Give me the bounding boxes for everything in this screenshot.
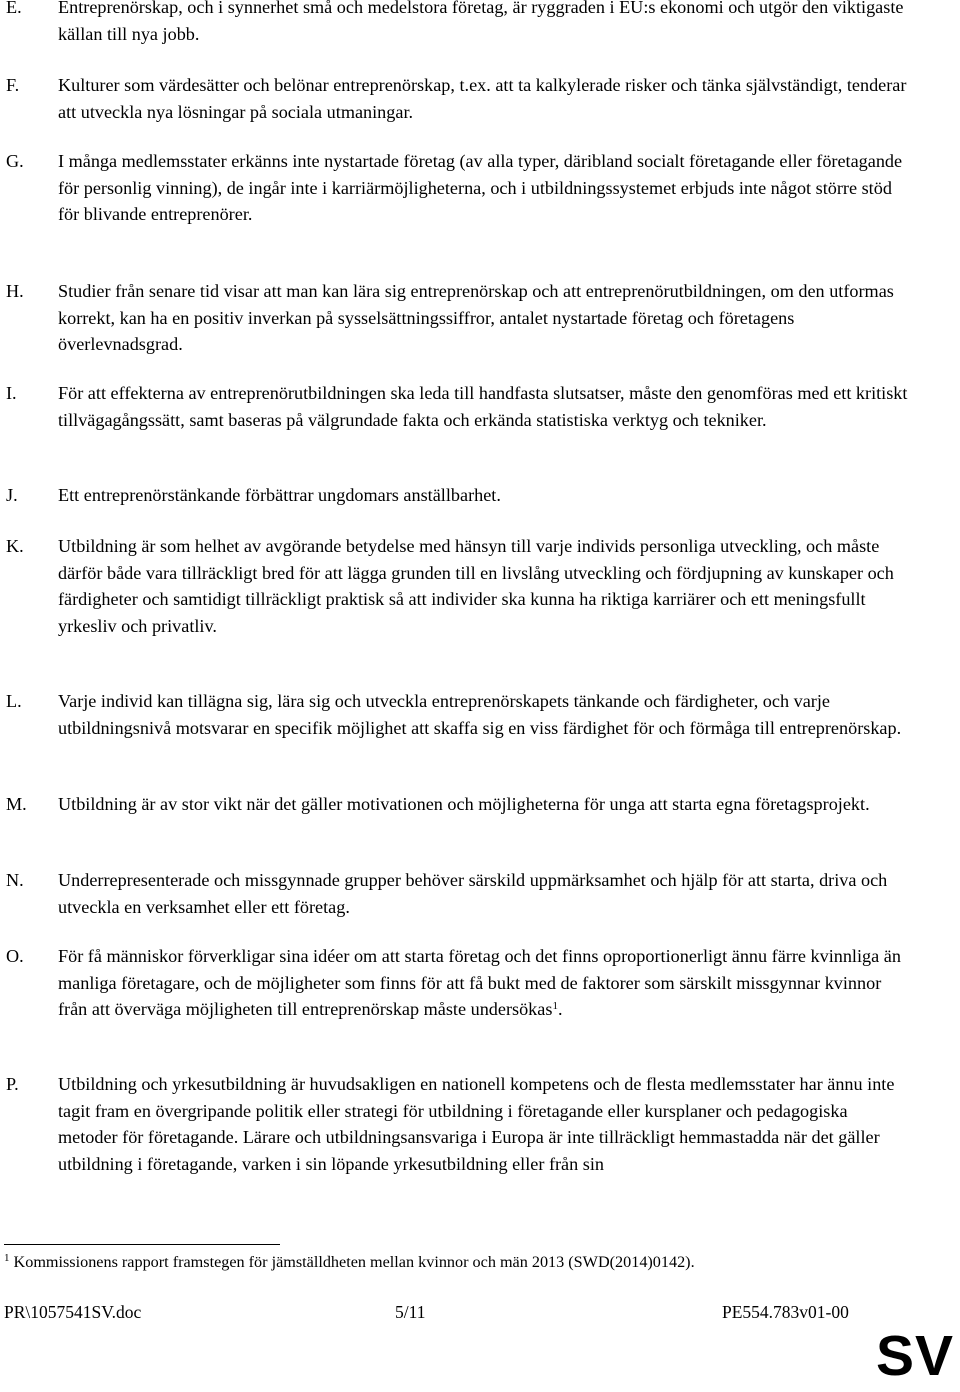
paragraph-m [6, 791, 908, 818]
paragraph-text-body: För få människor förverkligar sina idéer om att starta företag och det finns oproportionerligt ännu färre kvinnliga än manliga företagare, och de möjligheter som finns för att få bukt med de faktorer som särskilt missgynnar kvinnor från att överväga möjligheten till entreprenörskap måste undersökas [58, 946, 901, 1019]
paragraph-p [6, 1071, 908, 1177]
footnote-reference: 1 [552, 1000, 558, 1012]
paragraph-label: N. [6, 870, 24, 890]
paragraph-label: E. [6, 0, 22, 17]
paragraph-text: Utbildning är som helhet av avgörande betydelse med hänsyn till varje individs personliga utveckling, och måste därför både vara tillräckligt bred för att lägga grunden till en livslång utveckling och fördjupning av kunskaper och färdigheter och samtidigt tillräckligt praktisk så att individer ska kunna ha riktiga karriärer och ett meningsfullt yrkesliv och privatliv. [58, 536, 894, 636]
footer-page-number: 5/11 [395, 1302, 426, 1322]
paragraph-n [6, 867, 908, 920]
paragraph-label: O. [6, 946, 24, 966]
paragraph-k [6, 533, 908, 639]
paragraph-text: Underrepresenterade och missgynnade grupper behöver särskild uppmärksamhet och hjälp för att starta, driva och utveckla en verksamhet eller ett företag. [58, 870, 888, 917]
footnote-number: 1 [4, 1252, 10, 1264]
paragraph-label: L. [6, 691, 22, 711]
paragraph-text: Kulturer som värdesätter och belönar entreprenörskap, t.ex. att ta kalkylerade risker och tänka självständigt, tenderar att utveckla nya lösningar på sociala utmaningar. [58, 75, 907, 122]
paragraph-label: J. [6, 485, 18, 505]
paragraph-label: H. [6, 281, 24, 301]
paragraph-j [6, 482, 908, 509]
paragraph-e [6, 0, 908, 47]
paragraph-label: M. [6, 794, 27, 814]
paragraph-l [6, 688, 908, 741]
paragraph-text: Ett entreprenörstänkande förbättrar ungdomars anställbarhet. [58, 485, 501, 505]
footer-doc-ref: PR\1057541SV.doc [4, 1302, 142, 1322]
paragraph-label: G. [6, 151, 24, 171]
paragraph-text: Varje individ kan tillägna sig, lära sig och utveckla entreprenörskapets tänkande och färdigheter, och varje utbildningsnivå motsvarar en specifik möjlighet att skaffa sig en viss färdighet för och förmåga till entreprenörskap. [58, 691, 902, 738]
footnote-divider [4, 1244, 280, 1245]
paragraph-label: F. [6, 75, 20, 95]
footer-pe-ref: PE554.783v01-00 [722, 1302, 849, 1322]
paragraph-text-tail: . [557, 999, 563, 1019]
paragraph-text: För att effekterna av entreprenörutbildningen ska leda till handfasta slutsatser, måste den genomföras med ett kritiskt tillvägagångssätt, samt baseras på välgrundade fakta och erkända statistiska verktyg och tekniker. [58, 383, 908, 430]
paragraph-text: Utbildning är av stor vikt när det gäller motivationen och möjligheterna för unga att starta egna företagsprojekt. [58, 794, 870, 814]
paragraph-o [6, 943, 908, 1023]
paragraph-i [6, 380, 908, 433]
paragraph-f [6, 72, 908, 125]
paragraph-text: Entreprenörskap, och i synnerhet små och medelstora företag, är ryggraden i EU:s ekonomi och utgör den viktigaste källan till nya jobb. [58, 0, 904, 44]
paragraph-g [6, 148, 908, 228]
paragraph-label: I. [6, 383, 17, 403]
paragraph-label: K. [6, 536, 24, 556]
paragraph-text [58, 943, 908, 1023]
paragraph-label: P. [6, 1074, 19, 1094]
paragraph-text: Utbildning och yrkesutbildning är huvudsakligen en nationell kompetens och de flesta medlemsstater har ännu inte tagit fram en övergripande politik eller strategi för utbildning i företagande eller kursplaner och pedagogiska metoder för företagande. Lärare och utbildningsansvariga i Europa är inte tillräckligt hemmastadda när det gäller utbildning i företagande, varken i sin löpande yrkesutbildning eller från sin [58, 1074, 895, 1174]
language-badge: SV [875, 1324, 954, 1388]
paragraph-text: Studier från senare tid visar att man kan lära sig entreprenörskap och att entreprenörutbildningen, om den utformas korrekt, kan ha en positiv inverkan på sysselsättningssiffror, antalet nystartade företag och företagens överlevnadsgrad. [58, 281, 894, 354]
footnote [4, 1251, 904, 1273]
paragraph-text: I många medlemsstater erkänns inte nystartade företag (av alla typer, däribland socialt företagande eller företagande för personlig vinning), de ingår inte i karriärmöjligheterna, och i utbildningssystemet erbjuds inte något större stöd för blivande entreprenörer. [58, 151, 903, 224]
footnote-text: Kommissionens rapport framstegen för jämställdheten mellan kvinnor och män 2013 (SWD(2014)0142). [13, 1253, 695, 1271]
paragraph-h [6, 278, 908, 358]
